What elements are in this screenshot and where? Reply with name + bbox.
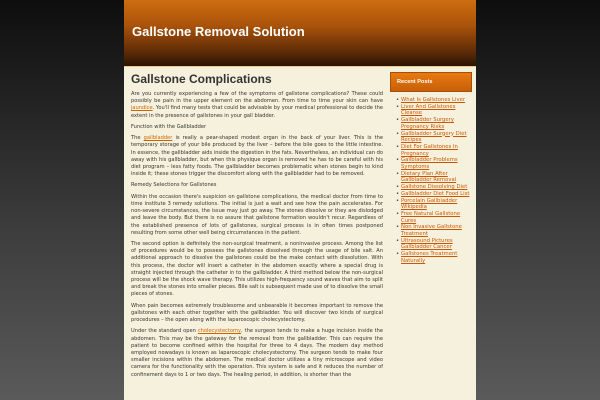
recent-post-link[interactable]: Dietary Plan After Gallbladder Removal [401,170,457,184]
recent-post-item [396,157,472,170]
recent-post-item [396,191,472,198]
recent-post-link[interactable]: Free Natural Gallstone Cures [401,210,461,224]
recent-post-link[interactable]: Gallbladder Surgery Diet Recipes [401,130,467,144]
recent-post-item [396,198,472,211]
site-header [124,0,476,67]
sidebar [390,72,472,265]
recent-posts-heading: Recent Posts [390,72,472,92]
recent-post-link[interactable]: Liver And Gallstones Cleanse [401,103,456,117]
recent-post-link[interactable]: Ultrasound Pictures Gallbladder Cancer [401,237,453,251]
recent-post-item [396,238,472,251]
post-paragraph: Within the occasion there's suspicion on gallstone complications, the medical doctor from time to time institute 3 remedy solutions. The initial is just a wait and see how the pain accelerates. For non-severe circumstances, the issue may just go away. The stones dissolve or they are dislodged and leave the body. But there is no assure that gallstone formation wouldn't recur. Regardless of the established presence of lots of gallstones, surgical process is in often times postponed resulting from some other well being circumstances in the patient. [131,193,383,236]
recent-post-item [396,251,472,264]
recent-post-item [396,131,472,144]
recent-post-item [396,117,472,130]
recent-post-item [396,171,472,184]
recent-post-link[interactable]: Gallbladder Surgery Pregnancy Risks [401,117,454,130]
recent-post-link[interactable]: Porcelain Gallbladder Wikipedia [401,197,458,211]
post-paragraph: Under the standard open cholecystectomy, the surgeon tends to make a huge incision inside the abdomen. This may be the gateway for the removal from the gallbladder. This can require the patient to become confined within the hospital for three to 4 days. The modern day method employed nowadays is known as laparoscopic cholecystectomy. The surgeon tends to make four smaller incisions within the abdomen. The medical doctor utilizes a tiny microscope and video camera for the functionality with the operation. This system is safe and it reduces the number of confinement days to 1 or two days. The healing period, in addition, is shorter than the [131,328,383,378]
post-paragraph: When pain becomes extremely troublesome and unbearable it becomes important to remove the gallstones with each other together with the gallbladder. You will discover two kinds of surgical procedures – the open along with the laparoscopic cholecystectomy. [131,302,383,324]
recent-post-item [396,184,472,191]
post-paragraph: Are you currently experiencing a few of the symptoms of gallstone complications? These could possibly be pain in the upper element on the abdomen. From time to time your skin can have jaundice. You'll find many tests that could be advisable by your medical professional to decide the extent in the presence of gallstones in your gall bladder. [131,91,383,119]
recent-post-item [396,97,472,104]
recent-post-link[interactable]: Gallstone Dissolving Diet [401,184,468,191]
recent-post-link[interactable]: What Is Gallstones Liver [401,97,466,103]
page-wrapper [124,0,476,400]
section-heading: Function with the Gallbladder [131,123,207,130]
recent-post-link[interactable]: Gallbladder Diet Food List [401,190,470,197]
site-title-link[interactable]: Gallstone Removal Solution [132,24,305,39]
section-heading: Remedy Selections for Gallstones [131,182,217,189]
page-body [124,66,476,400]
recent-post-link[interactable]: Gallbladder Problems Symptoms [401,157,458,171]
recent-post-item [396,211,472,224]
post-content [131,72,383,400]
recent-post-link[interactable]: Gallstones Treatment Naturally [401,251,458,264]
recent-post-link[interactable]: Diet For Gallstones In Pregnancy [401,143,458,157]
recent-post-item [396,224,472,237]
jaundice-link[interactable]: jaundice [131,105,153,112]
cholecystectomy-link[interactable]: cholecystectomy [197,328,242,335]
recent-post-item [396,104,472,117]
post-paragraph: The gallbladder is really a pear-shaped modest organ in the back of your liver. This is the temporary storage of your bile produced by the liver – before the bile goes to the little intestine. In essence, the gallbladder aids inside the digestion in the fats. Nevertheless, an individual can do away with his gallbladder, but when this physique organ is removed he has to be careful with his diet program – less fatty foods. The gallbladder becomes problematic when stones begin to kind inside it; these stones trigger the discomfort along with the gallbladder had to be removed. [131,135,383,178]
recent-post-item [396,144,472,157]
gallbladder-link[interactable]: gallbladder [143,135,173,142]
post-title[interactable]: Gallstone Complications [131,72,272,86]
recent-posts-list [396,97,472,265]
recent-post-link[interactable]: Non Invasive Gallstone Treatment [401,224,462,238]
post-paragraph: The second option is definitely the non-surgical treatment, a noninvasive process. Among the list of procedures would be to possess the gallstones dissolved through the usage of bile salt. An additional approach to dissolve the gallstones could be the make contact with dissolution. With this process, the doctor will insert a catheter in the abdomen exactly where a special drug is straight injected through the catheter in to the gallbladder. A third method below the non-surgical process will be the shock wave therapy. This utilizes high-frequency sound waves that aim to split and break the stones into smaller pieces. Bile salt is subsequent made use of to dissolve the small pieces of stones. [131,240,383,298]
